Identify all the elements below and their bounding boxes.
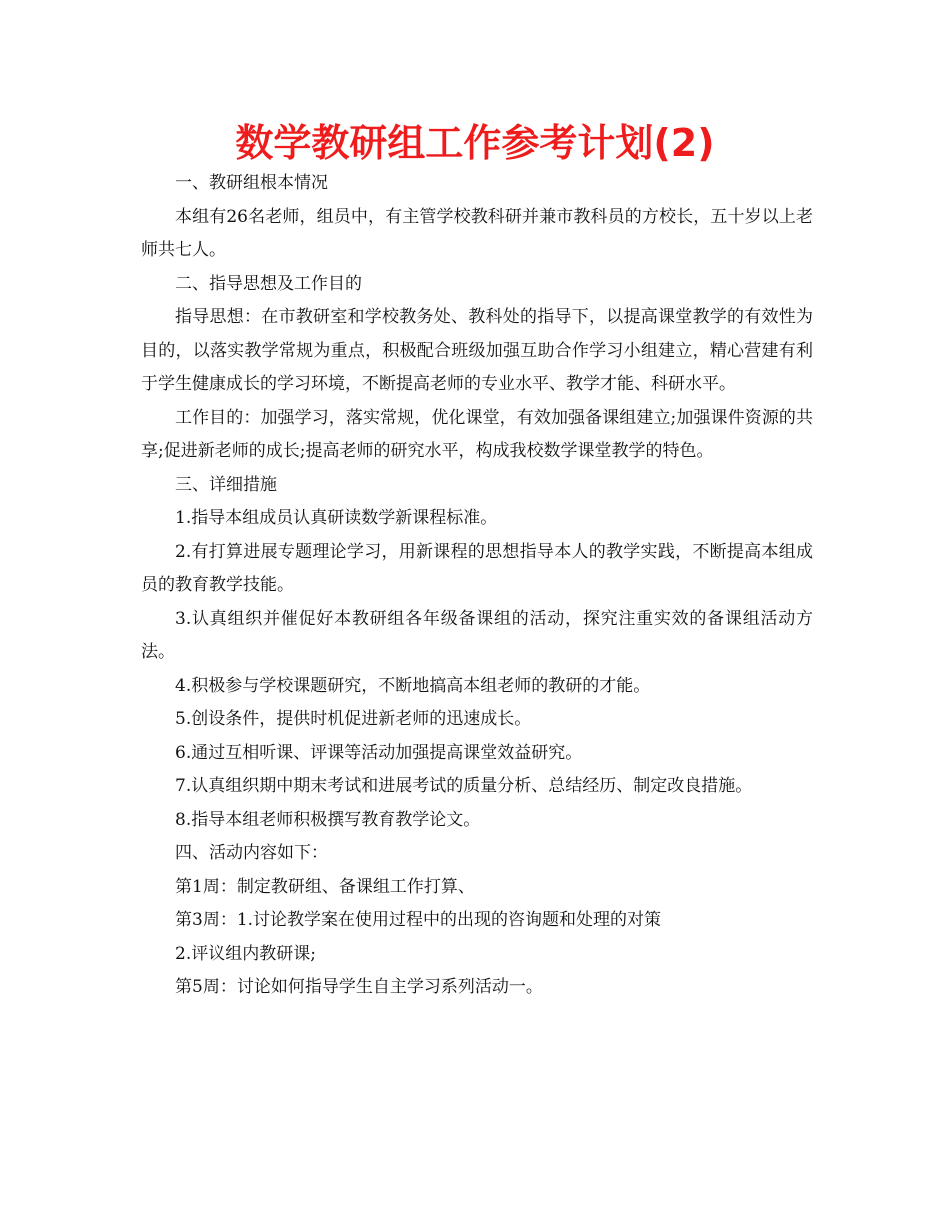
section-heading-4: 四、活动内容如下： <box>175 843 328 863</box>
measure-item-5: 5.创设条件，提供时机促进新老师的迅速成长。 <box>175 709 532 729</box>
measure-item-3: 3.认真组织并催促好本教研组各年级备课组的活动，探究注重实效的备课组活动方法。 <box>141 608 813 662</box>
activity-week-3-item-2: 2.评议组内教研课; <box>175 943 316 964</box>
activity-week-1: 第1周：制定教研组、备课组工作打算、 <box>175 876 475 897</box>
section-heading-2: 二、指导思想及工作目的 <box>175 273 362 294</box>
paragraph-guiding-thought: 指导思想：在市教研室和学校教务处、教科处的指导下，以提高课堂教学的有效性为目的，以落实教学常规为重点，积极配合班级加强互助合作学习小组建立，精心营建有利于学生健康成长的学习环境，不断提高老师的专业水平、教学才能、科研水平。 <box>141 307 813 394</box>
activity-week-5: 第5周：讨论如何指导学生自主学习系列活动一。 <box>175 977 543 997</box>
measure-item-8: 8.指导本组老师积极撰写教育教学论文。 <box>175 809 481 830</box>
section-heading-1: 一、教研组根本情况 <box>175 173 328 193</box>
section-heading-3: 三、详细措施 <box>175 474 277 495</box>
document-body <box>141 167 813 1005</box>
measure-item-6: 6.通过互相听课、评课等活动加强提高课堂效益研究。 <box>175 742 583 763</box>
document-title: 数学教研组工作参考计划(2) <box>235 121 715 165</box>
paragraph-work-goals: 工作目的：加强学习，落实常规，优化课堂，有效加强备课组建立;加强课件资源的共享;促进新老师的成长;提高老师的研究水平，构成我校数学课堂教学的特色。 <box>141 407 813 461</box>
activity-week-3: 第3周：1.讨论教学案在使用过程中的出现的咨询题和处理的对策 <box>175 910 662 930</box>
measure-item-4: 4.积极参与学校课题研究，不断地搞高本组老师的教研的才能。 <box>175 675 651 696</box>
measure-item-1: 1.指导本组成员认真研读数学新课程标准。 <box>175 508 498 528</box>
measure-item-7: 7.认真组织期中期末考试和进展考试的质量分析、总结经历、制定改良措施。 <box>175 776 753 796</box>
measure-item-2: 2.有打算进展专题理论学习，用新课程的思想指导本人的教学实践，不断提高本组成员的教育教学技能。 <box>141 541 813 595</box>
paragraph-group-info: 本组有26名老师，组员中，有主管学校教科研并兼市教科员的方校长，五十岁以上老师共七人。 <box>141 206 813 260</box>
